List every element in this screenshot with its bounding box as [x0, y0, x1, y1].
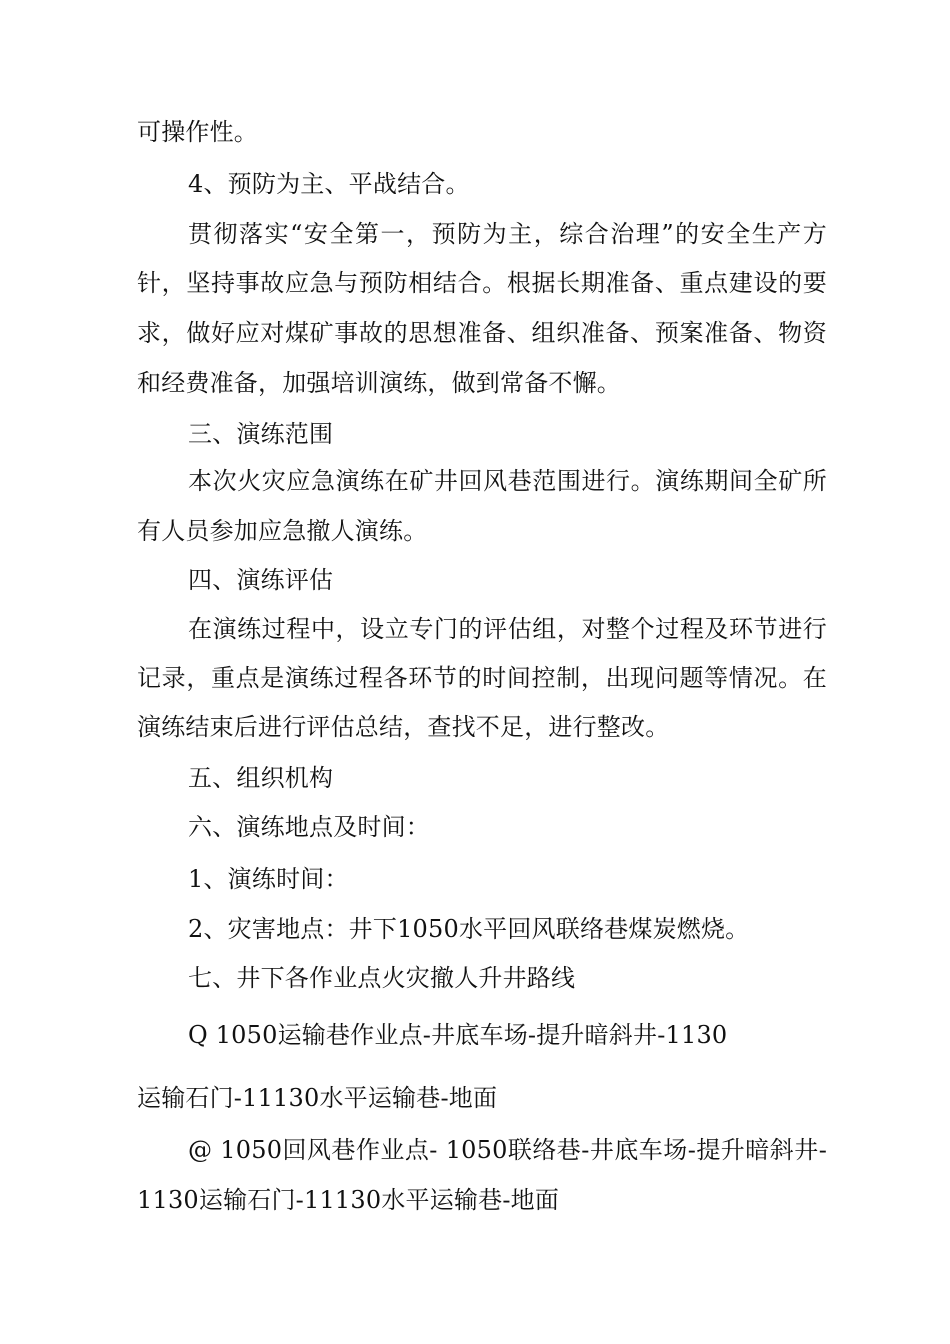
route-2-line-2: 1130运输石门-11130水平运输巷-地面	[137, 1186, 560, 1214]
heading-drill-evaluation: 四、演练评估	[188, 566, 334, 594]
route-1-line-1: Q 1050运输巷作业点-井底车场-提升暗斜井-1130	[188, 1021, 728, 1049]
route-2-line-1: @ 1050回风巷作业点- 1050联络巷-井底车场-提升暗斜井-	[188, 1136, 827, 1164]
heading-drill-scope: 三、演练范围	[188, 420, 334, 448]
heading-prevention: 4、预防为主、平战结合。	[188, 170, 470, 198]
item-disaster-location: 2、灾害地点：井下1050水平回风联络巷煤炭燃烧。	[188, 915, 750, 943]
text-line-5: 求，做好应对煤矿事故的思想准备、组织准备、预案准备、物资	[137, 319, 827, 347]
text-line-9: 有人员参加应急撤人演练。	[137, 517, 428, 545]
route-1-line-2: 运输石门-11130水平运输巷-地面	[137, 1084, 498, 1112]
text-line-12: 记录，重点是演练过程各环节的时间控制，出现问题等情况。在	[137, 664, 827, 692]
heading-location-time: 六、演练地点及时间：	[188, 813, 430, 841]
text-line-13: 演练结束后进行评估总结，查找不足，进行整改。	[137, 713, 670, 741]
text-line-1: 可操作性。	[137, 118, 258, 146]
text-line-8: 本次火灾应急演练在矿井回风巷范围进行。演练期间全矿所	[188, 467, 827, 495]
heading-organization: 五、组织机构	[188, 764, 334, 792]
text-line-3: 贯彻落实“安全第一，预防为主，综合治理”的安全生产方	[188, 220, 827, 248]
text-line-11: 在演练过程中，设立专门的评估组，对整个过程及环节进行	[188, 615, 827, 643]
item-drill-time: 1、演练时间：	[188, 865, 349, 893]
text-line-6: 和经费准备，加强培训演练，做到常备不懈。	[137, 369, 621, 397]
text-line-4: 针，坚持事故应急与预防相结合。根据长期准备、重点建设的要	[137, 269, 827, 297]
heading-evacuation-routes: 七、井下各作业点火灾撤人升井路线	[188, 964, 576, 992]
